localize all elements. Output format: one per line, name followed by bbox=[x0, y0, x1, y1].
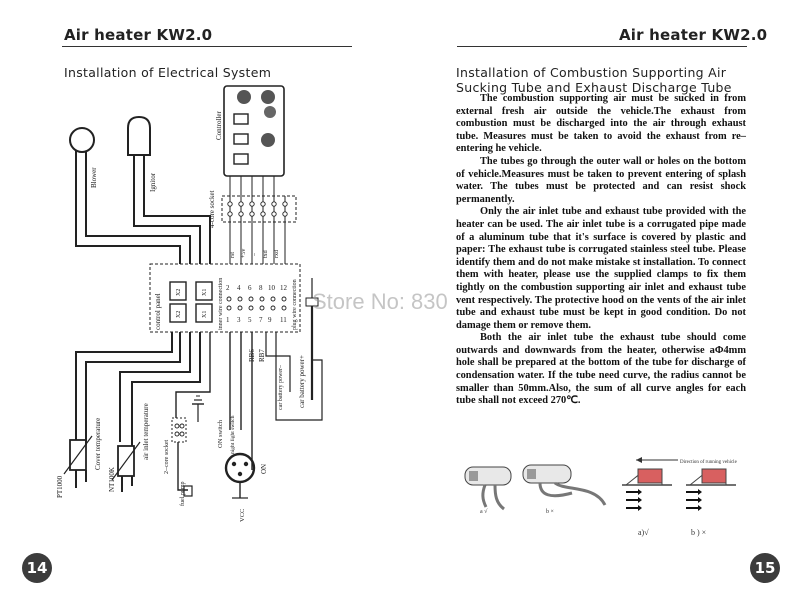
blower-symbol bbox=[70, 128, 94, 152]
paragraph-3: Only the air inlet tube and exhaust tube provided with the heater can be used. The air inlet tube is a corrugated pipe made of a aluminum tube that it's surface is covered by plastic and paper: The exhaust tube is corrugated stainless steel tube. Please identify them and do not make mistake st installation. To connect them with heater, please use the supplied clamps to fix them tightly on the combustion supporting air inlet and exhaust tube vent respectively. The protective hood on the vents of the air inlet tube and exhaust tube must be kept in good condition. Do not damage them or remove them. bbox=[456, 206, 746, 331]
car-battery-minus-label: car battery power– bbox=[278, 365, 284, 410]
ignitor-label: Ignitor bbox=[149, 172, 157, 192]
plug-wire-label: plug wire connection bbox=[292, 279, 298, 330]
pin-number-11: 11 bbox=[280, 316, 287, 324]
figure-label-a-small: a √ bbox=[480, 509, 488, 515]
pin-number-2: 2 bbox=[226, 284, 230, 292]
car-battery-plus-label: car battery power+ bbox=[298, 355, 306, 408]
paragraph-1: The combustion supporting air must be sucked in from external fresh air outside the vehicle.The exhaust from combustion must be discharged into the air through exhaust tube. Measures must be taken to avoid the exhaust from re–entering he vehicle. bbox=[456, 93, 746, 155]
right-section-title-line-1: Installation of Combustion Supporting Air bbox=[456, 65, 727, 80]
rb7-label: RB7 bbox=[258, 349, 266, 362]
on-label: ON bbox=[260, 463, 268, 474]
x1-label-lower: X1 bbox=[202, 310, 208, 318]
on-switch-label: ON switch bbox=[217, 420, 224, 448]
right-page bbox=[400, 0, 800, 605]
paragraph-2: The tubes go through the outer wall or holes on the bottom of vehicle.Measures must be taken to prevent entering of splash water. The tubes must be protected and can resist shock permanently. bbox=[456, 155, 746, 205]
right-section-title bbox=[456, 65, 732, 95]
left-page-number: 14 bbox=[22, 553, 52, 583]
pin-number-10: 10 bbox=[268, 284, 275, 292]
controller-label: Controller bbox=[215, 111, 223, 140]
vcc-label: VCC bbox=[239, 508, 246, 522]
pin-number-6: 6 bbox=[248, 284, 252, 292]
two-core-socket-label: 2--core socket bbox=[164, 439, 170, 474]
fuel-pump-label: fuel pump bbox=[180, 481, 186, 506]
control-panel-label: control panel bbox=[154, 293, 162, 330]
cover-temperature-label: Cover temperature bbox=[94, 417, 102, 470]
pt1000-label: PT1000 bbox=[56, 475, 64, 498]
pin-number-4: 4 bbox=[237, 284, 241, 292]
right-header-title: Air heater KW2.0 bbox=[619, 26, 768, 44]
figure-label-b: b ) × bbox=[691, 528, 707, 537]
right-page-number: 15 bbox=[750, 553, 780, 583]
figure-label-b-small: b × bbox=[546, 509, 554, 515]
pin-rst: rst bbox=[230, 252, 236, 258]
pin-minus: – bbox=[252, 253, 258, 256]
left-section-title: Installation of Electrical System bbox=[64, 65, 272, 80]
tube-installation-figure bbox=[400, 455, 800, 575]
right-body-text bbox=[456, 93, 746, 408]
pin-number-1: 1 bbox=[226, 316, 230, 324]
pin-number-8: 8 bbox=[259, 284, 263, 292]
x2-label: X2 bbox=[176, 288, 182, 296]
left-header-title: Air heater KW2.0 bbox=[64, 26, 213, 44]
four-core-socket-label: 4-core socket bbox=[208, 190, 216, 228]
air-inlet-temperature-label: air inlet temperature bbox=[142, 403, 150, 460]
night-light-switch-label: night light switch bbox=[230, 415, 236, 454]
pin-number-9: 9 bbox=[268, 316, 272, 324]
ignitor-symbol bbox=[128, 117, 150, 155]
controller-box bbox=[224, 86, 284, 176]
pin-number-3: 3 bbox=[237, 316, 241, 324]
x2-label-lower: X2 bbox=[176, 310, 182, 318]
pin-rxd: rxd bbox=[274, 250, 280, 258]
pin-number-5: 5 bbox=[248, 316, 252, 324]
paragraph-4: Both the air inlet tube the exhaust tube should come outwards and downwards from the heater, otherwise aΦ4mm hole shall be prepared at the bottom of the tube for discharge of condensation water. If the tube need curve, the radius cannot be smaller than 50mm.Also, the sum of all curve angles for each tube shall not exceed 270℃. bbox=[456, 332, 746, 407]
blower-label: Blower bbox=[90, 167, 98, 188]
inner-wire-label: inner wire connection bbox=[218, 277, 224, 330]
right-header-rule bbox=[457, 46, 747, 47]
pin-5v: +5v bbox=[241, 248, 247, 258]
on-switch-symbol bbox=[226, 454, 254, 482]
x1-label: X1 bbox=[202, 288, 208, 296]
figure-label-a: a)√ bbox=[638, 528, 649, 537]
electrical-wiring-diagram bbox=[0, 0, 400, 540]
store-watermark: Store No: 830 bbox=[312, 289, 448, 314]
rb6-label: RB6 bbox=[248, 349, 256, 362]
direction-label: Direction of running vehicle bbox=[680, 460, 737, 465]
pin-txd: txd bbox=[263, 250, 269, 258]
nt100k-label: NT100K bbox=[108, 467, 116, 492]
pin-number-12: 12 bbox=[280, 284, 287, 292]
right-section-title-line-2: Sucking Tube and Exhaust Discharge Tube bbox=[456, 80, 732, 95]
pin-number-7: 7 bbox=[259, 316, 263, 324]
